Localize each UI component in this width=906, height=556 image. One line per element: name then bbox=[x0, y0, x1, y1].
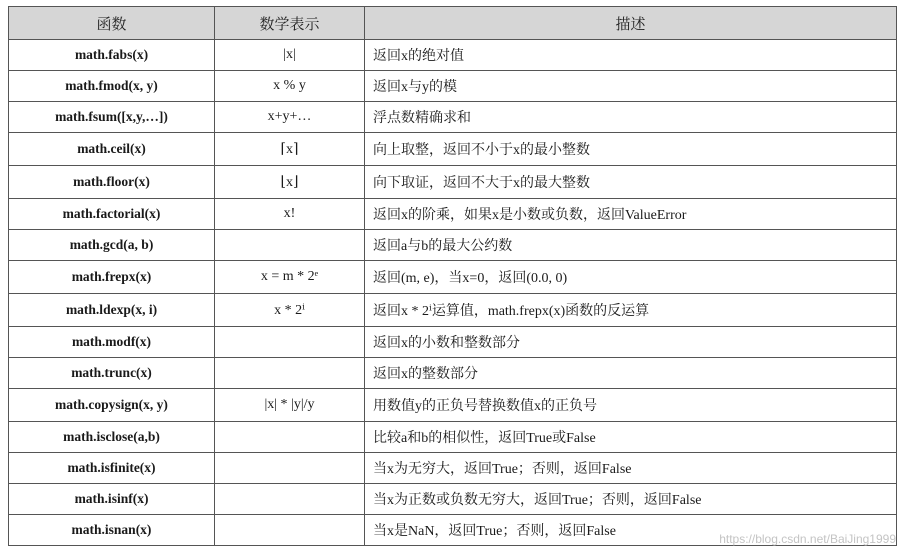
description-cell: 返回a与b的最大公约数 bbox=[365, 230, 897, 261]
description-cell: 当x为无穷大，返回True；否则，返回False bbox=[365, 453, 897, 484]
table-row bbox=[9, 294, 897, 327]
description-cell: 返回x * 2ⁱ运算值，math.frepx(x)函数的反运算 bbox=[365, 294, 897, 327]
description-cell: 返回x的阶乘，如果x是小数或负数，返回ValueError bbox=[365, 199, 897, 230]
math-notation-cell: |x| bbox=[215, 40, 365, 71]
function-cell: math.ceil(x) bbox=[9, 133, 215, 166]
function-cell: math.factorial(x) bbox=[9, 199, 215, 230]
table-row bbox=[9, 422, 897, 453]
function-cell: math.isfinite(x) bbox=[9, 453, 215, 484]
math-notation-cell bbox=[215, 453, 365, 484]
math-notation-cell bbox=[215, 230, 365, 261]
function-cell: math.isinf(x) bbox=[9, 484, 215, 515]
description-cell: 比较a和b的相似性，返回True或False bbox=[365, 422, 897, 453]
function-cell: math.frepx(x) bbox=[9, 261, 215, 294]
header-math-notation: 数学表示 bbox=[215, 7, 365, 40]
description-cell: 用数值y的正负号替换数值x的正负号 bbox=[365, 389, 897, 422]
math-notation-cell: ⌊x⌋ bbox=[215, 166, 365, 199]
math-notation-cell bbox=[215, 358, 365, 389]
function-cell: math.modf(x) bbox=[9, 327, 215, 358]
header-row bbox=[9, 7, 897, 40]
table-body bbox=[9, 40, 897, 546]
table-row bbox=[9, 102, 897, 133]
function-cell: math.trunc(x) bbox=[9, 358, 215, 389]
function-table-container bbox=[8, 6, 897, 546]
description-cell: 向上取整，返回不小于x的最小整数 bbox=[365, 133, 897, 166]
description-cell: 返回x与y的模 bbox=[365, 71, 897, 102]
watermark: https://blog.csdn.net/BaiJing1999 bbox=[719, 532, 896, 546]
table-row bbox=[9, 484, 897, 515]
math-notation-cell bbox=[215, 327, 365, 358]
math-notation-cell: x % y bbox=[215, 71, 365, 102]
math-notation-cell: x * 2ⁱ bbox=[215, 294, 365, 327]
header-function: 函数 bbox=[9, 7, 215, 40]
math-notation-cell bbox=[215, 422, 365, 453]
table-row bbox=[9, 453, 897, 484]
description-cell: 当x为正数或负数无穷大，返回True；否则，返回False bbox=[365, 484, 897, 515]
table-row bbox=[9, 40, 897, 71]
description-cell: 返回x的小数和整数部分 bbox=[365, 327, 897, 358]
math-notation-cell: x = m * 2ᵉ bbox=[215, 261, 365, 294]
table-row bbox=[9, 261, 897, 294]
function-cell: math.fsum([x,y,…]) bbox=[9, 102, 215, 133]
description-cell: 浮点数精确求和 bbox=[365, 102, 897, 133]
description-cell: 向下取证，返回不大于x的最大整数 bbox=[365, 166, 897, 199]
description-cell: 返回(m, e)，当x=0，返回(0.0, 0) bbox=[365, 261, 897, 294]
table-row bbox=[9, 327, 897, 358]
table-row bbox=[9, 166, 897, 199]
table-row bbox=[9, 358, 897, 389]
math-notation-cell: ⌈x⌉ bbox=[215, 133, 365, 166]
math-notation-cell: x! bbox=[215, 199, 365, 230]
table-row bbox=[9, 71, 897, 102]
table-row bbox=[9, 230, 897, 261]
function-cell: math.floor(x) bbox=[9, 166, 215, 199]
function-cell: math.copysign(x, y) bbox=[9, 389, 215, 422]
table-row bbox=[9, 199, 897, 230]
function-cell: math.isclose(a,b) bbox=[9, 422, 215, 453]
math-notation-cell bbox=[215, 515, 365, 546]
table-row bbox=[9, 389, 897, 422]
table-row bbox=[9, 133, 897, 166]
description-cell: 返回x的绝对值 bbox=[365, 40, 897, 71]
math-notation-cell bbox=[215, 484, 365, 515]
math-notation-cell: |x| * |y|/y bbox=[215, 389, 365, 422]
math-function-table bbox=[8, 6, 897, 546]
function-cell: math.fabs(x) bbox=[9, 40, 215, 71]
function-cell: math.isnan(x) bbox=[9, 515, 215, 546]
function-cell: math.ldexp(x, i) bbox=[9, 294, 215, 327]
math-notation-cell: x+y+… bbox=[215, 102, 365, 133]
function-cell: math.gcd(a, b) bbox=[9, 230, 215, 261]
description-cell: 返回x的整数部分 bbox=[365, 358, 897, 389]
header-description: 描述 bbox=[365, 7, 897, 40]
function-cell: math.fmod(x, y) bbox=[9, 71, 215, 102]
description-cell: 当x是NaN，返回True；否则，返回False bbox=[365, 515, 897, 546]
